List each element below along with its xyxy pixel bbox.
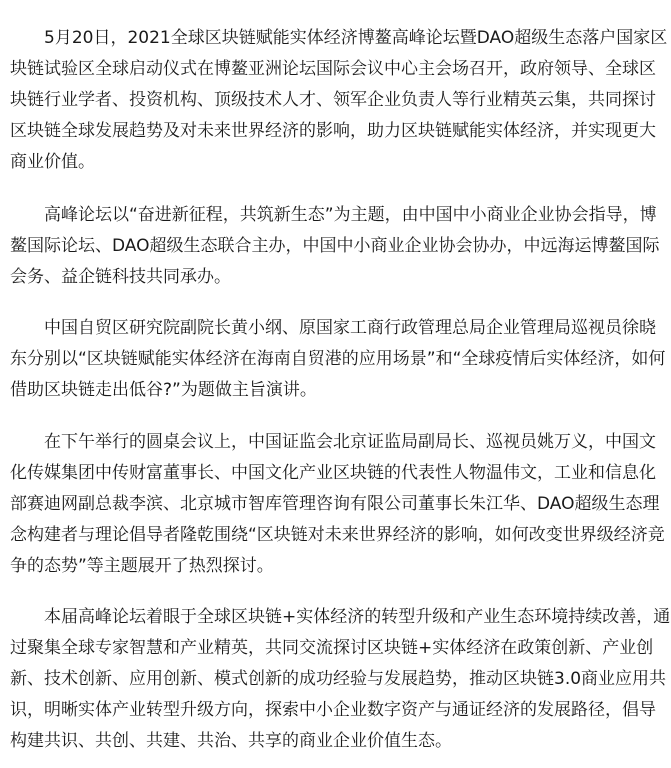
paragraph-forum-opening: 5月20日，2021全球区块链赋能实体经济博鳌高峰论坛暨DAO超级生态落户国家区块链试验区全球启动仪式在博鳌亚洲论坛国际会议中心主会场召开，政府领导、全球区块链行业学者、投资机构、顶级技术人才、领军企业负责人等行业精英云集，共同探讨区块链全球发展趋势及对未来世界经济的影响，助力区块链赋能实体经济，并实现更大商业价值。: [10, 28, 668, 172]
paragraph-keynote-speeches: 中国自贸区研究院副院长黄小纲、原国家工商行政管理总局企业管理局巡视员徐晓东分别以“区块链赋能实体经济在海南自贸港的应用场景”和“全球疫情后实体经济，如何借助区块链走出低谷?”为题做主旨演讲。: [10, 318, 666, 400]
paragraph-forum-theme: 高峰论坛以“奋进新征程，共筑新生态”为主题，由中国中小商业企业协会指导，博鳌国际论坛、DAO超级生态联合主办，中国中小商业企业协会协办，中远海运博鳌国际会务、益企链科技共同承办。: [10, 205, 660, 287]
paragraph-roundtable: 在下午举行的圆桌会议上，中国证监会北京证监局副局长、巡视员姚万义，中国文化传媒集团中传财富董事长、中国文化产业区块链的代表性人物温伟文，工业和信息化部赛迪网副总裁李滨、北京城市智库管理咨询有限公司董事长朱江华、DAO超级生态理念构建者与理论倡导者隆乾围绕“区块链对未来世界经济的影响，如何改变世界级经济竞争的态势”等主题展开了热烈探讨。: [10, 432, 665, 576]
paragraph-forum-summary: 本届高峰论坛着眼于全球区块链+实体经济的转型升级和产业生态环境持续改善，通过聚集全球专家智慧和产业精英，共同交流探讨区块链+实体经济在政策创新、产业创新、技术创新、应用创新、模式创新的成功经验与发展趋势，推动区块链3.0商业应用共识，明晰实体产业转型升级方向，探索中小企业数字资产与通证经济的发展路径，倡导构建共识、共创、共建、共治、共享的商业企业价值生态。: [10, 607, 671, 751]
